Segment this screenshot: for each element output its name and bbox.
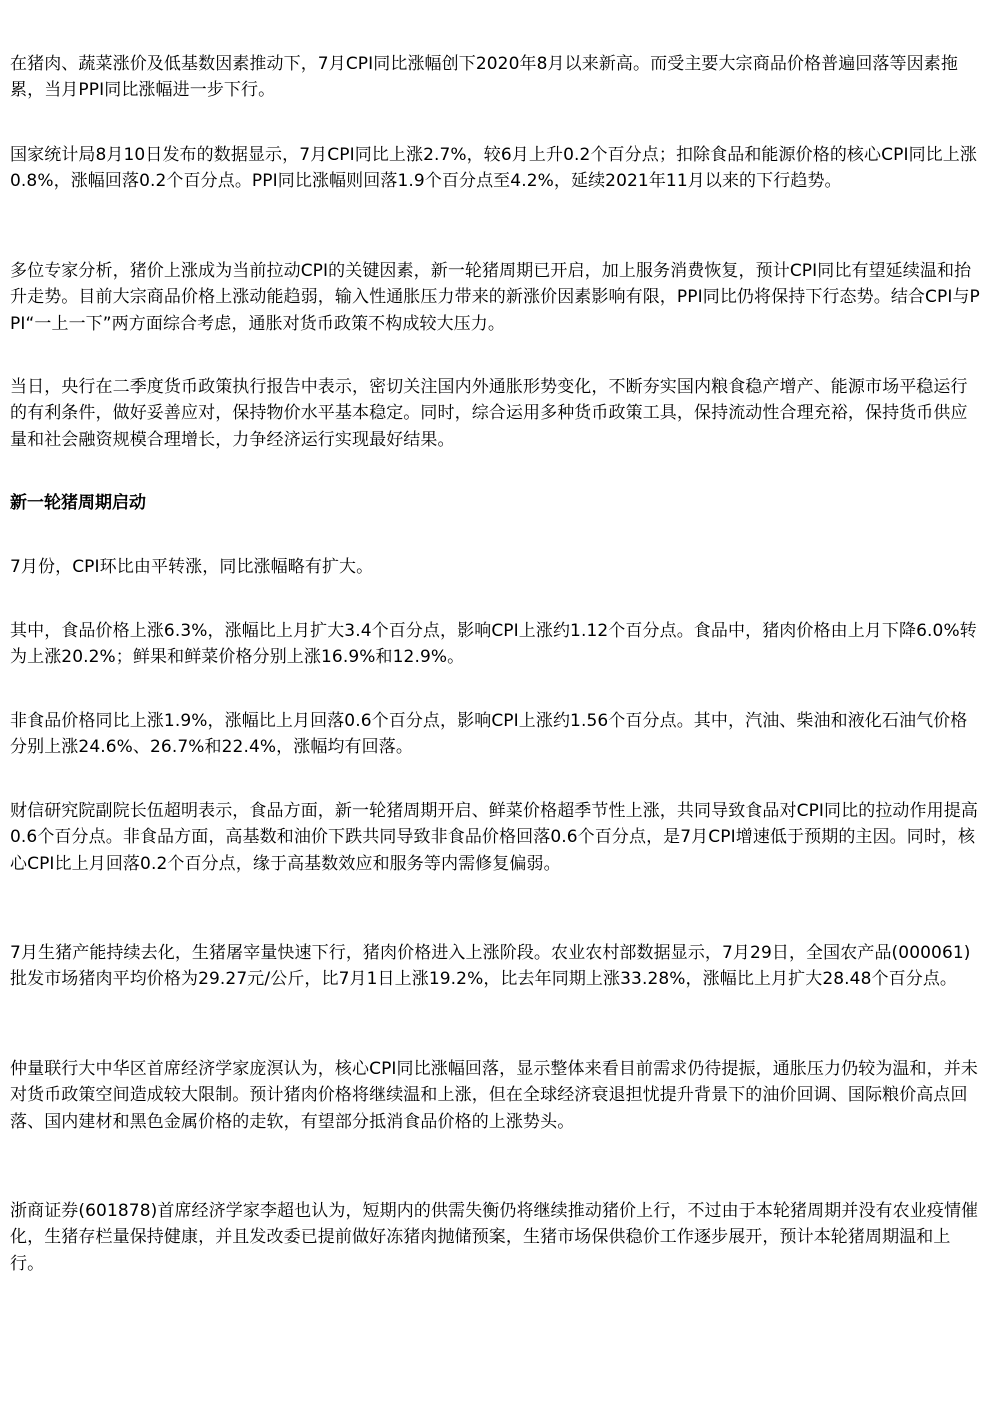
paragraph-cpi-monthly: 7月份，CPI环比由平转涨，同比涨幅略有扩大。 bbox=[10, 557, 374, 577]
paragraph-caixin-analysis: 财信研究院副院长伍超明表示，食品方面，新一轮猪周期开启、鲜菜价格超季节性上涨，共同导致食品对CPI同比的拉动作用提高0.6个百分点。非食品方面，高基数和油价下跌共同导致非食品价格回落0.6个百分点，是7月CPI增速低于预期的主因。同时，核心CPI比上月回落0.2个百分点，缘于高基数效应和服务等内需修复偏弱。 bbox=[10, 801, 978, 874]
paragraph-non-food-prices: 非食品价格同比上涨1.9%，涨幅比上月回落0.6个百分点，影响CPI上涨约1.56个百分点。其中，汽油、柴油和液化石油气价格分别上涨24.6%、26.7%和22.4%，涨幅均有回落。 bbox=[10, 711, 968, 758]
paragraph-hog-capacity: 7月生猪产能持续去化，生猪屠宰量快速下行，猪肉价格进入上涨阶段。农业农村部数据显示，7月29日，全国农产品(000061)批发市场猪肉平均价格为29.27元/公斤，比7月1日上涨19.2%，比去年同期上涨33.28%，涨幅比上月扩大28.48个百分点。 bbox=[10, 943, 971, 990]
paragraph-statistics: 国家统计局8月10日发布的数据显示，7月CPI同比上涨2.7%，较6月上升0.2个百分点；扣除食品和能源价格的核心CPI同比上涨0.8%，涨幅回落0.2个百分点。PPI同比涨幅则回落1.9个百分点至4.2%，延续2021年11月以来的下行趋势。 bbox=[10, 145, 977, 192]
paragraph-jll-analysis: 仲量联行大中华区首席经济学家庞溟认为，核心CPI同比涨幅回落，显示整体来看目前需求仍待提振，通胀压力仍较为温和，并未对货币政策空间造成较大限制。预计猪肉价格将继续温和上涨，但在全球经济衰退担忧提升背景下的油价回调、国际粮价高点回落、国内建材和黑色金属价格的走软，有望部分抵消食品价格的上涨势头。 bbox=[10, 1059, 978, 1132]
paragraph-zheshang-analysis: 浙商证券(601878)首席经济学家李超也认为，短期内的供需失衡仍将继续推动猪价上行，不过由于本轮猪周期并没有农业疫情催化，生猪存栏量保持健康，并且发改委已提前做好冻猪肉抛储预案，生猪市场保供稳价工作逐步展开，预计本轮猪周期温和上行。 bbox=[10, 1201, 979, 1274]
paragraph-central-bank: 当日，央行在二季度货币政策执行报告中表示，密切关注国内外通胀形势变化，不断夯实国内粮食稳产增产、能源市场平稳运行的有利条件，做好妥善应对，保持物价水平基本稳定。同时，综合运用多种货币政策工具，保持流动性合理充裕，保持货币供应量和社会融资规模合理增长，力争经济运行实现最好结果。 bbox=[10, 377, 968, 450]
paragraph-expert-analysis: 多位专家分析，猪价上涨成为当前拉动CPI的关键因素，新一轮猪周期已开启，加上服务消费恢复，预计CPI同比有望延续温和抬升走势。目前大宗商品价格上涨动能趋弱，输入性通胀压力带来的新涨价因素影响有限，PPI同比仍将保持下行态势。结合CPI与PPI“一上一下”两方面综合考虑，通胀对货币政策不构成较大压力。 bbox=[10, 261, 980, 334]
section-heading: 新一轮猪周期启动 bbox=[10, 493, 146, 513]
paragraph-intro: 在猪肉、蔬菜涨价及低基数因素推动下，7月CPI同比涨幅创下2020年8月以来新高。而受主要大宗商品价格普遍回落等因素拖累，当月PPI同比涨幅进一步下行。 bbox=[10, 54, 958, 101]
paragraph-food-prices: 其中，食品价格上涨6.3%，涨幅比上月扩大3.4个百分点，影响CPI上涨约1.12个百分点。食品中，猪肉价格由上月下降6.0%转为上涨20.2%；鲜果和鲜菜价格分别上涨16.9%和12.9%。 bbox=[10, 621, 977, 668]
